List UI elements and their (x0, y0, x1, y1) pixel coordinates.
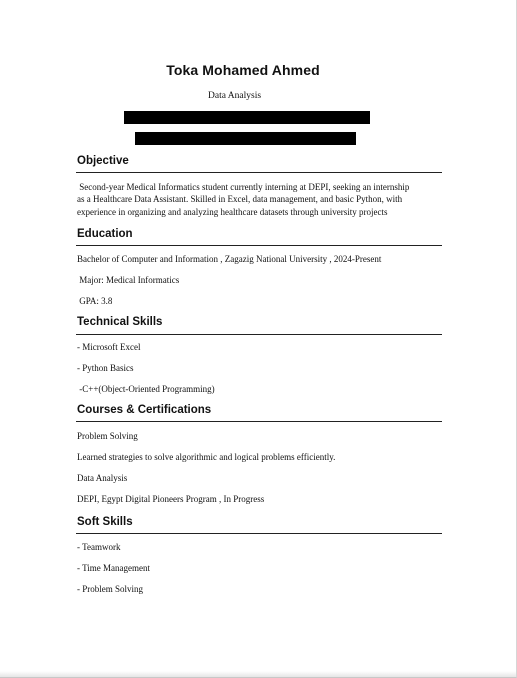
page-bottom-shadow (0, 671, 516, 677)
objective-text (77, 181, 447, 218)
redacted-contact-line-2 (135, 132, 356, 145)
section-divider (76, 245, 442, 246)
objective-line: experience in organizing and analyzing healthcare datasets through university projects (77, 206, 388, 217)
education-gpa: GPA: 3.8 (77, 296, 113, 306)
skill-item: - Python Basics (77, 363, 134, 373)
section-heading-education: Education (77, 228, 133, 240)
objective-line: as a Healthcare Data Assistant. Skilled in Excel, data management, and basic Python, with (77, 194, 403, 205)
course-title: Problem Solving (77, 431, 138, 441)
course-description: DEPI, Egypt Digital Pioneers Program , In Progress (77, 494, 265, 504)
candidate-name: Toka Mohamed Ahmed (166, 62, 320, 78)
soft-skill-item: - Teamwork (77, 542, 121, 552)
section-heading-technical-skills: Technical Skills (77, 316, 163, 328)
soft-skill-item: - Time Management (77, 563, 150, 573)
section-heading-objective: Objective (77, 155, 129, 167)
objective-line: Second-year Medical Informatics student currently interning at DEPI, seeking an internship (77, 182, 410, 192)
course-description: Learned strategies to solve algorithmic and logical problems efficiently. (77, 452, 336, 462)
course-title: Data Analysis (77, 473, 128, 483)
skill-item: - Microsoft Excel (77, 342, 141, 352)
section-heading-courses: Courses & Certifications (77, 404, 212, 416)
soft-skill-item: - Problem Solving (77, 584, 144, 594)
section-divider (76, 421, 442, 422)
section-divider (76, 172, 442, 173)
section-heading-soft-skills: Soft Skills (77, 516, 133, 528)
redacted-contact-line-1 (124, 111, 370, 124)
section-divider (76, 334, 442, 335)
section-divider (76, 533, 442, 534)
skill-item: -C++(Object-Oriented Programming) (77, 384, 215, 394)
education-major: Major: Medical Informatics (77, 275, 180, 285)
candidate-title: Data Analysis (208, 91, 262, 101)
education-degree: Bachelor of Computer and Information , Zagazig National University , 2024-Present (77, 254, 382, 264)
